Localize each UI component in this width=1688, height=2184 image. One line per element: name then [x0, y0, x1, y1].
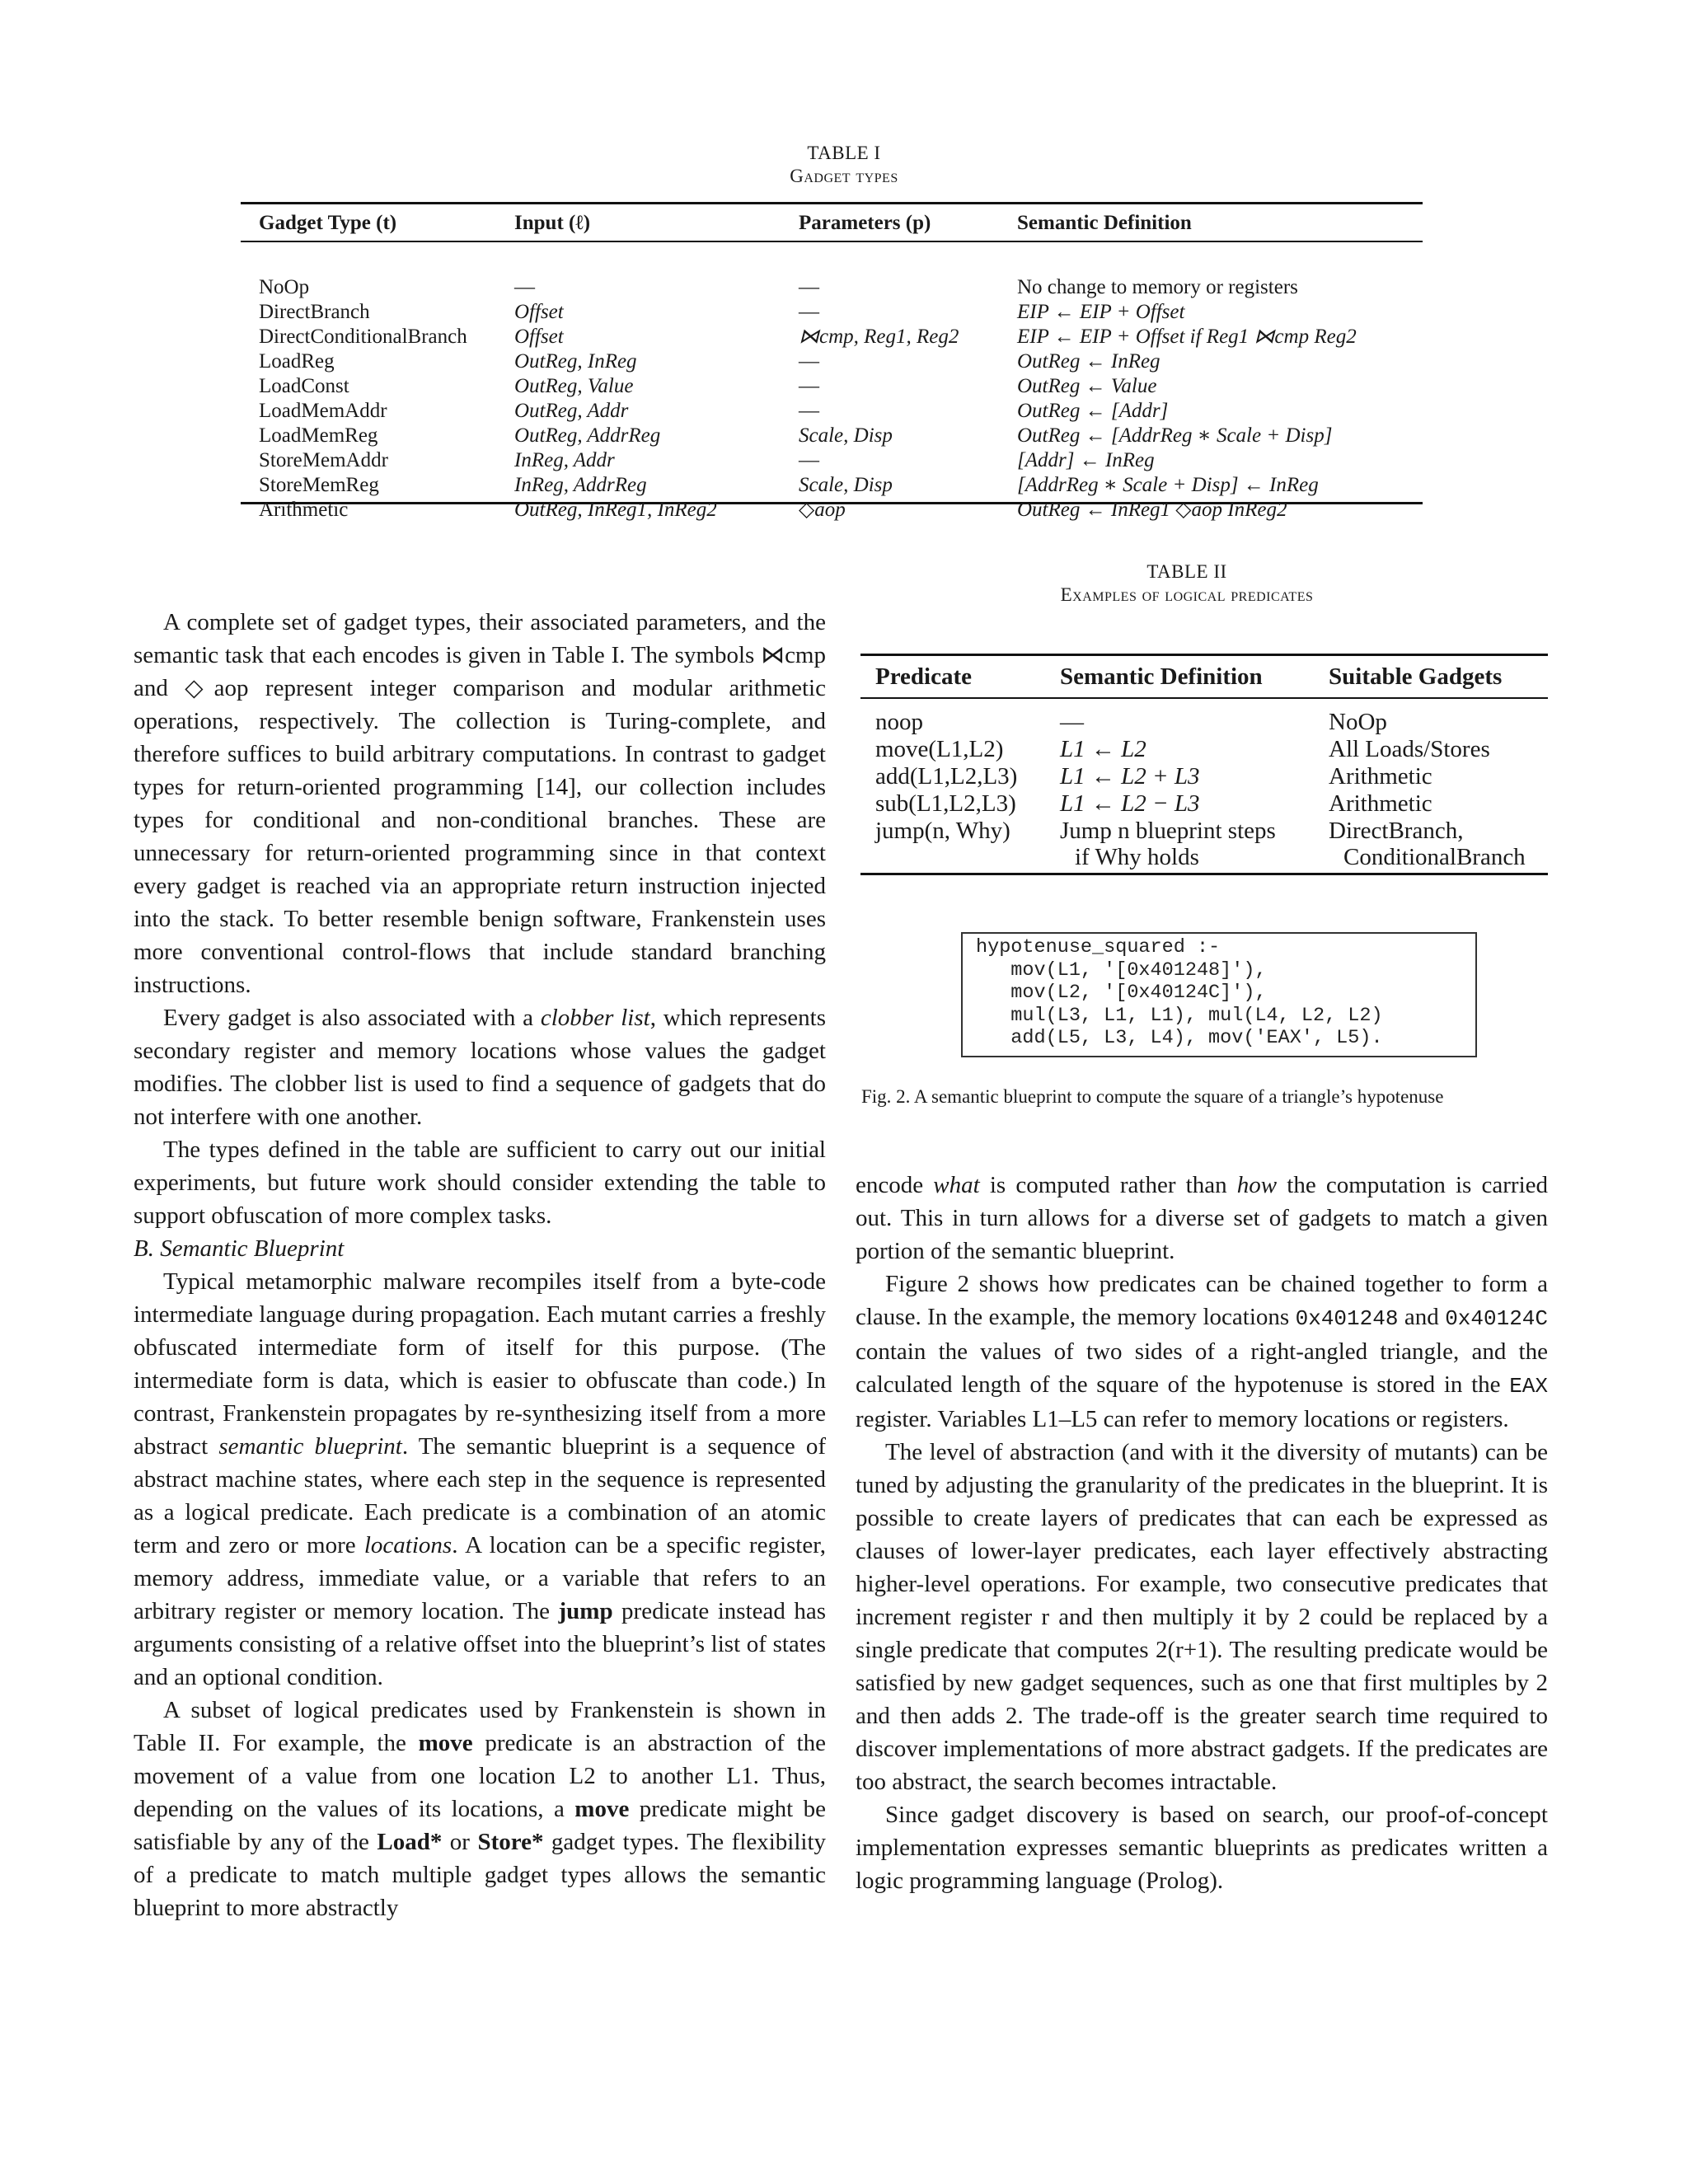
table-cell: Offset: [514, 326, 564, 348]
table-cell: —: [799, 375, 819, 397]
table-cell: OutReg ← [AddrReg ∗ Scale + Disp]: [1017, 424, 1333, 447]
table-cell: add(L1,L2,L3): [875, 763, 1018, 790]
table-cell: —: [799, 400, 819, 422]
table-cell: if Why holds: [1075, 844, 1199, 870]
table-cell: —: [799, 301, 819, 323]
table-cell: L1 ← L2: [1060, 736, 1146, 762]
table-cell: DirectBranch,: [1329, 818, 1464, 844]
table-cell: OutReg ← Value: [1017, 375, 1157, 397]
table2-top-rule: [860, 654, 1548, 656]
table-cell: EIP ← EIP + Offset if Reg1 ⋈cmp Reg2: [1017, 326, 1357, 348]
paragraph: encode what is computed rather than how the computation is carried out. This in turn allows for a diverse set of gadgets to match a given portion of the semantic blueprint.: [856, 1172, 1548, 1264]
table2-title: Examples of logical predicates: [1060, 584, 1314, 605]
paragraph: A complete set of gadget types, their associated parameters, and the semantic task that each encodes is given in Table I. The symbols ⋈cmp and ◇aop represent integer comparison and modular arithmetic operations, respectively. The collection is Turing-complete, and therefore suffices to build arbitrary computations. In contrast to gadget types for return-oriented programming [14], our collection includes types for conditional and non-conditional branches. These are unnecessary for return-oriented programming since in that context every gadget is reached via an appropriate return instruction injected into the stack. To better resemble benign software, Frankenstein uses more conventional control-flows that include standard branching instructions.: [134, 609, 826, 998]
table1-number: TABLE I: [807, 143, 881, 163]
table-cell: —: [1060, 709, 1084, 735]
paragraph: Figure 2 shows how predicates can be chained together to form a clause. In the example, the memory locations 0x401248 and 0x40124C contain the values of two sides of a right-angled triangle, and the calculated length of the square of the hypotenuse is stored in the EAX register. Variables L1–L5 can refer to memory locations or registers.: [856, 1271, 1549, 1432]
table-cell: LoadReg: [259, 350, 335, 373]
table-cell: —: [799, 449, 819, 471]
table-cell: LoadMemReg: [259, 424, 378, 447]
table-cell: ⋈cmp, Reg1, Reg2: [799, 326, 959, 348]
table-cell: DirectBranch: [259, 301, 370, 323]
table2-header-predicate: Predicate: [875, 663, 973, 690]
code-line: add(L5, L3, L4), mov('EAX', L5).: [976, 1027, 1383, 1049]
paragraph: Since gadget discovery is based on search, our proof-of-concept implementation expresses semantic blueprints as predicates written a logic programming language (Prolog).: [856, 1802, 1548, 1894]
table-cell: InReg, Addr: [514, 449, 615, 471]
table-cell: noop: [875, 709, 923, 735]
code-line: hypotenuse_squared :-: [976, 936, 1221, 958]
table-cell: All Loads/Stores: [1329, 736, 1490, 762]
table-cell: EIP ← EIP + Offset: [1017, 301, 1185, 323]
table-cell: L1 ← L2 + L3: [1060, 763, 1200, 790]
table1-top-rule: [241, 202, 1423, 204]
table-cell: StoreMemReg: [259, 474, 379, 496]
table-cell: [AddrReg ∗ Scale + Disp] ← InReg: [1017, 474, 1319, 496]
table1-header-gadget-type: Gadget Type (t): [259, 212, 397, 234]
table2-header-rule: [860, 697, 1548, 699]
paragraph: The types defined in the table are sufficient to carry out our initial experiments, but future work should consider extending the table to support obfuscation of more complex tasks.: [134, 1137, 826, 1229]
figure2-caption: Fig. 2. A semantic blueprint to compute the square of a triangle’s hypotenuse: [861, 1086, 1444, 1107]
table-cell: [Addr] ← InReg: [1017, 449, 1155, 471]
right-column: [856, 1169, 1548, 1897]
table-cell: DirectConditionalBranch: [259, 326, 467, 348]
table-cell: NoOp: [259, 276, 310, 298]
table2-header-gadgets: Suitable Gadgets: [1329, 663, 1503, 690]
table-cell: OutReg ← InReg1 ◇aop InReg2: [1017, 499, 1287, 521]
section-heading: B. Semantic Blueprint: [134, 1235, 345, 1262]
table1-title: Gadget types: [790, 166, 898, 186]
table-cell: —: [799, 350, 819, 373]
table-cell: L1 ← L2 − L3: [1060, 790, 1200, 817]
table-cell: —: [514, 276, 535, 298]
table-cell: sub(L1,L2,L3): [875, 790, 1016, 817]
table2-bottom-rule: [860, 873, 1548, 875]
table-cell: OutReg ← [Addr]: [1017, 400, 1169, 422]
table-cell: Jump n blueprint steps: [1060, 818, 1276, 844]
table-cell: ConditionalBranch: [1343, 844, 1526, 870]
table-cell: Arithmetic: [1329, 763, 1432, 790]
table1-header-semantic: Semantic Definition: [1017, 212, 1192, 234]
table2-caption: [973, 560, 1401, 607]
table-cell: OutReg ← InReg: [1017, 350, 1160, 373]
table-cell: Arithmetic: [1329, 790, 1432, 817]
table-cell: LoadConst: [259, 375, 349, 397]
figure2-code-box: [961, 932, 1477, 1057]
table-cell: Scale, Disp: [799, 474, 893, 496]
table-cell: jump(n, Why): [875, 818, 1010, 844]
table1-header-rule: [241, 241, 1423, 242]
paragraph: Typical metamorphic malware recompiles itself from a byte-code intermediate language during propagation. Each mutant carries a freshly obfuscated intermediate form of itself for this purpose. (The intermediate form is data, which is easier to obfuscate than code.) In contrast, Frankenstein propagates by re-synthesizing itself from a more abstract semantic blueprint. The semantic blueprint is a sequence of abstract machine states, where each step in the sequence is represented as a logical predicate. Each predicate is a combination of an atomic term and zero or more locations. A location can be a specific register, memory address, immediate value, or a variable that refers to an arbitrary register or memory location. The jump predicate instead has arguments consisting of a relative offset into the blueprint’s list of states and an optional condition.: [134, 1268, 826, 1690]
table-cell: Scale, Disp: [799, 424, 893, 447]
table-cell: —: [799, 276, 819, 298]
table-cell: InReg, AddrReg: [514, 474, 647, 496]
table-cell: LoadMemAddr: [259, 400, 387, 422]
table-cell: move(L1,L2): [875, 736, 1004, 762]
table-cell: No change to memory or registers: [1017, 276, 1298, 298]
code-line: mov(L1, '[0x401248]'),: [976, 958, 1267, 982]
table2-number: TABLE II: [1146, 561, 1227, 582]
table-cell: NoOp: [1329, 709, 1387, 735]
table-cell: OutReg, InReg: [514, 350, 637, 373]
paragraph: Every gadget is also associated with a clobber list, which represents secondary register and memory locations whose values the gadget modifies. The clobber list is used to find a sequence of gadgets that do not interfere with one another.: [134, 1005, 827, 1130]
table-cell: StoreMemAddr: [259, 449, 388, 471]
code-line: mov(L2, '[0x40124C]'),: [976, 982, 1267, 1004]
paragraph: A subset of logical predicates used by Frankenstein is shown in Table II. For example, the move predicate is an abstraction of the movement of a value from one location L2 to another L1. Thus, depending on the values of its locations, a move predicate might be satisfiable by any of the Load* or Store* gadget types. The flexibility of a predicate to match multiple gadget types allows the semantic blueprint to more abstractly: [134, 1697, 827, 1921]
table-cell: OutReg, Addr: [514, 400, 629, 422]
table-cell: Offset: [514, 301, 564, 323]
table-cell: OutReg, InReg1, InReg2: [514, 499, 717, 521]
table-cell: OutReg, AddrReg: [514, 424, 661, 447]
left-column: [134, 606, 826, 1924]
table2-header-semantic: Semantic Definition: [1060, 663, 1263, 690]
table1-caption: [687, 142, 1001, 188]
code-line: mul(L3, L1, L1), mul(L4, L2, L2): [976, 1004, 1383, 1027]
table-cell: ◇aop: [799, 499, 846, 521]
paragraph: The level of abstraction (and with it the diversity of mutants) can be tuned by adjusting the granularity of the predicates in the blueprint. It is possible to create layers of predicates that can each be expressed as clauses of lower-layer predicates, each layer effectively abstracting higher-level operations. For example, two consecutive predicates that increment register r and then multiply it by 2 could be replaced by a single predicate that computes 2(r+1). The resulting predicate would be satisfied by new gadget sequences, such as one that first multiples by 2 and then adds 2. The trade-off is the greater search time required to discover implementations of more abstract gadgets. If the predicates are too abstract, the search becomes intractable.: [856, 1439, 1548, 1795]
table-cell: OutReg, Value: [514, 375, 634, 397]
table1-header-input: Input (ℓ): [514, 212, 591, 234]
table-cell: Arithmetic: [259, 499, 349, 521]
table1-header-parameters: Parameters (p): [799, 212, 931, 234]
